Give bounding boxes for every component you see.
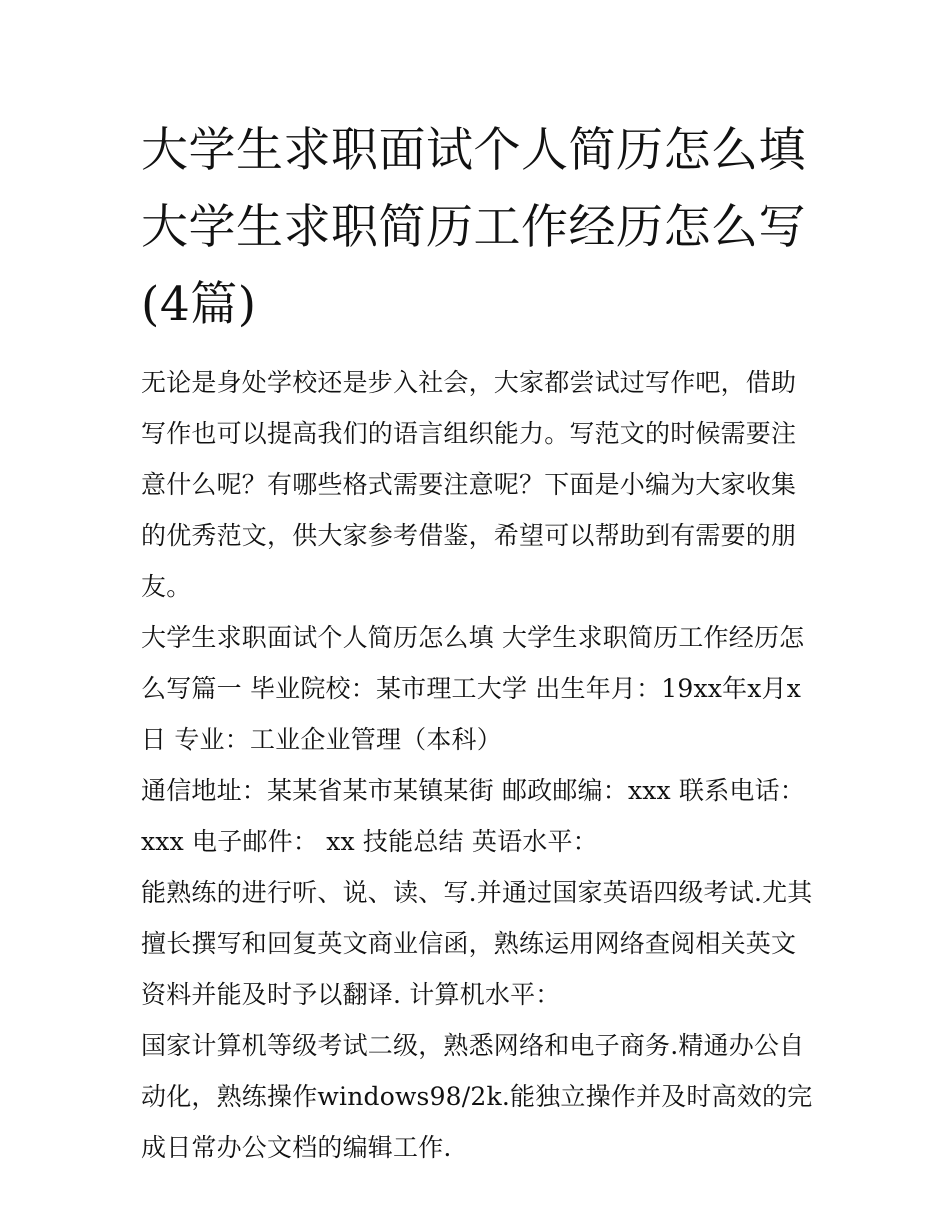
document-title: 大学生求职面试个人简历怎么填 大学生求职简历工作经历怎么写(4篇) [141,123,806,332]
paragraph-english-skills: 能熟练的进行听、说、读、写.并通过国家英语四级考试.尤其擅长撰写和回复英文商业信函，熟练运用网络查阅相关英文资料并能及时予以翻译. 计算机水平： [141,878,813,1009]
paragraph-basic-info: 大学生求职面试个人简历怎么填 大学生求职简历工作经历怎么写篇一 毕业院校：某市理工大学 出生年月：19xx年x月x日 专业：工业企业管理（本科） [141,623,805,754]
paragraph-computer-skills: 国家计算机等级考试二级，熟悉网络和电子商务.精通办公自动化，熟练操作windows98/2k.能独立操作并及时高效的完成日常办公文档的编辑工作. [141,1031,813,1162]
document-body [141,112,813,1173]
paragraph-contact-info: 通信地址：某某省某市某镇某街 邮政邮编：xxx 联系电话：xxx 电子邮件： xx 技能总结 英语水平： [141,776,805,856]
paragraph-intro: 无论是身处学校还是步入社会，大家都尝试过写作吧，借助写作也可以提高我们的语言组织能力。写范文的时候需要注意什么呢？有哪些格式需要注意呢？下面是小编为大家收集的优秀范文，供大家参考借鉴，希望可以帮助到有需要的朋友。 [141,368,797,601]
